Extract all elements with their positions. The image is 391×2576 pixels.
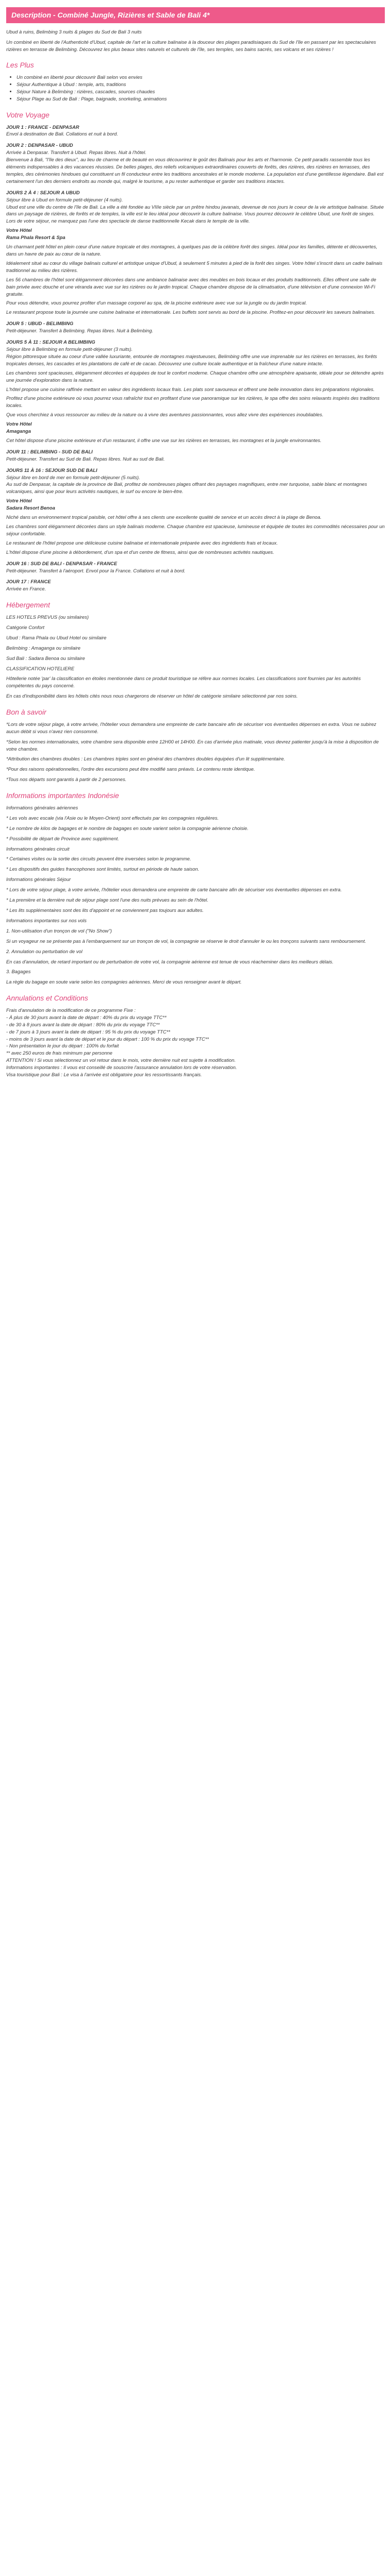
itinerary-day: [6, 142, 385, 184]
day-paragraph: Le restaurant de l'hôtel propose une délicieuse cuisine balinaise et internationale préparée avec des ingrédients frais et locaux.: [6, 539, 278, 546]
informations-block: [6, 804, 385, 986]
informations-paragraph: * Lors de votre séjour plage, à votre arrivée, l'hôtelier vous demandera une empreinte de carte bancaire afin de sécuriser vos éventuelles dépenses en extra.: [6, 887, 342, 893]
intro: [6, 28, 385, 53]
informations-paragraph: La règle du bagage en soute varie selon les compagnies aériennes. Merci de vous renseigner avant le départ.: [6, 979, 242, 985]
day-title: JOUR 11 : BELIMBING - SUD DE BALI: [6, 448, 93, 454]
itinerary: [6, 124, 385, 593]
day-title: JOUR 5 : UBUD - BELIMBING: [6, 320, 74, 327]
day-title: JOUR 16 : SUD DE BALI - DENPASAR - FRANCE: [6, 560, 117, 566]
bon-a-savoir-paragraph: *Selon les normes internationales, votre chambre sera disponible entre 12H00 et 14H00. En cas d'arrivée plus matinale, vous devrez patienter jusqu'à la mise à disposition de votre chambre.: [6, 738, 379, 752]
day-paragraph: Bienvenue à Bali, "l'île des dieux", au lieu de charme et de beauté en vous découvrirez le goût des Balinais pour les arts et l'harmonie. Ce petit paradis rassemble tous les éléments indispensables à des vacances réussies. De belles plages, des reliefs volcaniques extraordinaires couverts de forêts, des rizières, des rizières en terrasses, des temples, des cérémonies hindoues qui constituent un fil conducteur entre les traditions ancestrales et le monde moderne. La population est d'une gentillesse légendaire. Bali est certainement l'un des derniers endroits au monde qui, malgré le tourisme, a pu rester authentique et garder ses traditions intactes.: [6, 157, 384, 184]
day-paragraph: Les 56 chambres de l'hôtel sont élégamment décorées dans une ambiance balinaise avec des meubles en bois locaux et des produits traditionnels. Elles offrent une salle de bain privée avec douche et une véranda avec vue sur les rizières ou le jardin tropical. Chaque chambre dispose de la climatisation, d'une télévision et d'une connexion Wi-Fi gratuite.: [6, 276, 377, 297]
day-paragraph: L'hôtel dispose d'une piscine à débordement, d'un spa et d'un centre de fitness, ainsi que de nombreuses activités nautiques.: [6, 549, 274, 555]
hebergement-paragraph: Hôtellerie notée 'par' la classification en étoiles mentionnée dans ce produit touristique se réfère aux normes locales. Les classifications sont fournies par les autorités compétentes du pays concerné.: [6, 675, 361, 689]
annulation-item: Informations importantes : Il vous est conseillé de souscrire l'assurance annulation lors de votre réservation.: [6, 1064, 237, 1071]
day-paragraph: Amaganga: [6, 428, 31, 434]
annulation-item: - de 30 à 8 jours avant la date de départ : 80% du prix du voyage TTC**: [6, 1021, 160, 1027]
informations-paragraph: * Certaines visites ou la sortie des circuits peuvent être inversées selon le programme.: [6, 856, 191, 862]
annulation-item: - de 7 jours à 3 jours avant la date de départ : 95 % du prix du voyage TTC**: [6, 1028, 170, 1035]
informations-paragraph: Informations importantes sur nos vols: [6, 917, 87, 923]
day-paragraph: Les chambres sont élégamment décorées dans un style balinais moderne. Chaque chambre est spacieuse, lumineuse et équipée de toutes les commodités nécessaires pour un séjour confortable.: [6, 523, 385, 536]
day-paragraph: Les chambres sont spacieuses, élégamment décorées et équipées de tout le confort moderne. Chaque chambre offre une atmosphère apaisante, idéale pour se détendre après une journée d'exploration dans la nature.: [6, 369, 384, 383]
day-paragraph: Au sud de Denpasar, la capitale de la province de Bali, profitez de nombreuses plages offrant des paysages magnifiques, entre mer turquoise, sable blanc et montagnes volcaniques, ainsi que pour leurs activités nautiques, le surf ou encore le bien-être.: [6, 481, 367, 495]
section-heading-bon-a-savoir: Bon à savoir: [6, 708, 46, 717]
day-summary: Séjour libre à Belimbing en formule petit-déjeuner (3 nuits).: [6, 346, 133, 352]
day-paragraph: Le restaurant propose toute la journée une cuisine balinaise et internationale. Les buffets sont servis au bord de la piscine. Profitez-en pour découvrir les saveurs balinaises.: [6, 309, 376, 315]
hotel-label: Votre Hôtel: [6, 421, 32, 427]
section-heading-annulation: Annulations et Conditions: [6, 994, 88, 1003]
day-paragraph: Rama Phala Resort & Spa: [6, 234, 66, 241]
hebergement-paragraph: Ubud : Rama Phala ou Ubud Hotel ou similaire: [6, 634, 107, 640]
hebergement-paragraph: Sud Bali : Sadara Benoa ou similaire: [6, 655, 85, 661]
itinerary-day: [6, 320, 385, 334]
informations-paragraph: En cas d'annulation, de retard important ou de perturbation de votre vol, la compagnie aérienne est tenue de vous réacheminer dans les meilleurs délais.: [6, 958, 334, 964]
day-title: JOUR 17 : FRANCE: [6, 579, 51, 585]
section-heading-hebergement: Hébergement: [6, 601, 50, 609]
hebergement-paragraph: En cas d'indisponibilité dans les hôtels cités nous nous chargerons de réserver un hôtel de catégorie similaire sélectionné par nos soins.: [6, 693, 298, 699]
hebergement-paragraph: Catégorie Confort: [6, 624, 44, 630]
day-paragraph: Niché dans un environnement tropical paisible, cet hôtel offre à ses clients une excellente qualité de service et un accès direct à la plage de Benoa.: [6, 514, 322, 520]
bon-a-savoir-paragraph: *Pour des raisons opérationnelles, l'ordre des excursions peut être modifié sans préavis. Le contenu reste identique.: [6, 766, 255, 772]
page: [0, 0, 391, 1094]
annulation-item: Frais d'annulation de la modification de ce programme Fixe :: [6, 1007, 136, 1013]
section-heading-informations: Informations importantes Indonésie: [6, 791, 119, 800]
annulation-item: ATTENTION ! Si vous sélectionnez un vol retour dans le mois, votre dernière nuit est sujette à modification.: [6, 1057, 236, 1063]
informations-paragraph: 2. Annulation ou perturbation de vol: [6, 948, 83, 954]
day-summary: Petit-déjeuner. Transfert à Belimbing. Repas libres. Nuit à Belimbing.: [6, 328, 154, 334]
itinerary-day: [6, 338, 385, 444]
informations-paragraph: 1. Non-utilisation d'un tronçon de vol ("No Show"): [6, 927, 112, 934]
section-heading-voyage: Votre Voyage: [6, 110, 50, 119]
day-paragraph: Un charmant petit hôtel en plein cœur d'une nature tropicale et des montagnes, à quelques pas de la célèbre forêt des singes. Idéal pour les familles, détente et découvertes, dans un havre de paix au cœur de la nature.: [6, 244, 378, 257]
itinerary-day: [6, 189, 385, 316]
informations-paragraph: * Les lits supplémentaires sont des lits d'appoint et ne conviennent pas toujours aux adultes.: [6, 907, 204, 913]
plus-item: • Séjour Authentique à Ubud : temple, arts, traditions: [17, 81, 385, 88]
day-paragraph: Profitez d'une piscine extérieure où vous pourrez vous rafraîchir tout en profitant d'une vue panoramique sur les rizières, le spa offre des soins relaxants inspirés des traditions locales.: [6, 395, 380, 409]
hebergement-block: [6, 614, 385, 700]
itinerary-day: [6, 448, 385, 463]
intro-subtitle: Ubud à ruins, Belimbing 3 nuits & plages du Sud de Bali 3 nuits: [6, 28, 142, 35]
day-summary: Séjour libre à Ubud en formule petit-déjeuner (4 nuits).: [6, 196, 123, 202]
hebergement-paragraph: LES HOTELS PREVUS (ou similaires): [6, 614, 89, 620]
hebergement-paragraph: Belimbing : Amaganga ou similaire: [6, 645, 80, 651]
bon-a-savoir-block: [6, 721, 385, 783]
itinerary-day: [6, 124, 385, 138]
informations-paragraph: * Les dispositifs des guides francophones sont limités, surtout en période de haute saison.: [6, 866, 200, 872]
day-title: JOUR 2 : DENPASAR - UBUD: [6, 142, 73, 148]
annulation-item: - À plus de 30 jours avant la date de départ : 40% du prix du voyage TTC**: [6, 1014, 167, 1020]
day-title: JOUR 1 : FRANCE - DENPASAR: [6, 124, 79, 130]
informations-paragraph: 3. Bagages: [6, 969, 31, 975]
day-paragraph: Sadara Resort Benoa: [6, 505, 55, 511]
day-summary: Petit-déjeuner. Transfert à l'aéroport. Envol pour la France. Collations et nuit à bord.: [6, 567, 186, 573]
day-title: JOURS 5 À 11 : SEJOUR A BELIMBING: [6, 339, 95, 345]
informations-paragraph: Informations générales circuit: [6, 845, 70, 852]
day-summary: Séjour libre en bord de mer en formule petit-déjeuner (5 nuits).: [6, 474, 140, 480]
banner-title: Description - Combiné Jungle, Rizières et Sable de Bali 4*: [11, 11, 210, 19]
itinerary-day: [6, 467, 385, 556]
day-paragraph: Que vous cherchiez à vous ressourcer au milieu de la nature ou à vivre des aventures passionnantes, vous allez vivre des expériences inoubliables.: [6, 412, 323, 418]
day-title: JOURS 11 À 16 : SEJOUR SUD DE BALI: [6, 467, 97, 473]
plus-item: • Un combiné en liberté pour découvrir Bali selon vos envies: [17, 74, 385, 81]
day-paragraph: Région pittoresque située au coeur d'une vallée luxuriante, entourée de montagnes majestueuses, Belimbing offre une vue imprenable sur les rizières en terrasses, les forêts tropicales denses, les cascades et les plantations de café et de cacao. Découvrez une culture locale authentique et la fraîcheur d'une nature intacte.: [6, 353, 377, 366]
annulation-item: Visa touristique pour Bali : Le visa à l'arrivée est obligatoire pour les ressortissants français.: [6, 1072, 202, 1078]
informations-paragraph: Si un voyageur ne se présente pas à l'embarquement sur un tronçon de vol, la compagnie se réserve le droit d'annuler le ou les tronçons suivants sans remboursement.: [6, 938, 366, 944]
day-summary: Envol à destination de Bali. Collations et nuit à bord.: [6, 131, 118, 137]
informations-paragraph: Informations générales aériennes: [6, 804, 78, 810]
intro-text: Un combiné en liberté de l'Authenticité d'Ubud, capitale de l'art et la culture balinaise à la douceur des plages paradisiaques du Sud de l'île en passant par les spectaculaires rizières en terrasse de Belimbing. Découvrez les plus beaux sites naturels et culturels de l'île, ses temples, ses bains sacrés, ses volcans et ses rizières !: [6, 39, 376, 52]
hotel-label: Votre Hôtel: [6, 498, 32, 504]
plus-item: • Séjour Plage au Sud de Bali : Plage, baignade, snorkeling, animations: [17, 95, 385, 103]
description-banner: [6, 7, 385, 23]
hebergement-paragraph: CLASSIFICATION HOTELIERE: [6, 665, 75, 671]
day-paragraph: L'hôtel propose une cuisine raffinée mettant en valeur des ingrédients locaux frais. Les plats sont savoureux et offrent une belle innovation dans les préparations régionales.: [6, 386, 375, 392]
hotel-label: Votre Hôtel: [6, 227, 32, 233]
day-title: JOURS 2 À 4 : SEJOUR A UBUD: [6, 189, 80, 195]
day-summary: Arrivée en France.: [6, 586, 46, 592]
plus-list: [6, 74, 385, 103]
informations-paragraph: * Les vols avec escale (via l'Asie ou le Moyen-Orient) sont effectués par les compagnies régulières.: [6, 815, 219, 821]
day-paragraph: Cet hôtel dispose d'une piscine extérieure et d'un restaurant, il offre une vue sur les rizières en terrasses, les montagnes et la jungle environnantes.: [6, 437, 322, 443]
informations-paragraph: Informations générales Séjour: [6, 876, 71, 883]
informations-paragraph: * Le nombre de kilos de bagages et le nombre de bagages en soute varient selon la compagnie aérienne choisie.: [6, 825, 249, 831]
itinerary-day: [6, 560, 385, 574]
bon-a-savoir-paragraph: *Lors de votre séjour plage, à votre arrivée, l'hôtelier vous demandera une empreinte de carte bancaire afin de sécuriser vos éventuelles dépenses en extra. Vous ne subirez aucun débit si vous n'avez rien consommé.: [6, 721, 377, 734]
day-paragraph: Pour vous détendre, vous pourrez profiter d'un massage corporel au spa, de la piscine extérieure avec vue sur la jungle ou du jardin tropical.: [6, 300, 307, 306]
bon-a-savoir-paragraph: *Tous nos départs sont garantis à partir de 2 personnes.: [6, 776, 127, 783]
informations-paragraph: * Possibilité de départ de Province avec supplément.: [6, 835, 119, 841]
annulation-item: - Non présentation le jour du départ : 100% du forfait: [6, 1043, 119, 1049]
informations-paragraph: * La première et la dernière nuit de séjour plage sont l'une des nuits prévues au sein de l'hôtel.: [6, 897, 208, 903]
day-paragraph: Idéalement situé au cœur du village balinais culturel et artistique unique d'Ubud, à seulement 5 minutes à pied de la forêt des singes. Votre hôtel s'inscrit dans un cadre balinais traditionnel au milieu des rizières.: [6, 260, 383, 273]
day-summary: Arrivée à Denpasar. Transfert à Ubud. Repas libres. Nuit à l'hôtel.: [6, 149, 146, 156]
bon-a-savoir-paragraph: *Attribution des chambres doubles : Les chambres triples sont en général des chambres doubles équipées d'un lit supplémentaire.: [6, 756, 285, 762]
day-summary: Petit-déjeuner. Transfert au Sud de Bali. Repas libres. Nuit au sud de Bali.: [6, 455, 165, 462]
annulation-item: - moins de 3 jours avant la date de départ et le jour du départ : 100 % du prix du voyage TTC**: [6, 1036, 209, 1042]
annulation-item: ** avec 250 euros de frais minimum par personne: [6, 1050, 112, 1056]
section-heading-plus: Les Plus: [6, 61, 34, 70]
day-paragraph: Ubud est une ville du centre de l'île de Bali. La ville a été fondée au VIIIe siècle par un prêtre hindou javanais, devenue de nos jours le coeur de la vie artistique balinaise. Située dans un paysage de rizières, de forêts et de temples, la ville est le lieu idéal pour découvrir la culture balinaise. Vous pourrez découvrir le célèbre Ubud, une forêt de singes. Lors de votre séjour, ne manquez pas l'une des spectacle de danse traditionnelle Kecak dans le temple de la ville.: [6, 204, 384, 224]
plus-item: • Séjour Nature à Belimbing : rizières, cascades, sources chaudes: [17, 88, 385, 95]
annulation-block: [6, 1007, 385, 1078]
itinerary-day: [6, 578, 385, 592]
